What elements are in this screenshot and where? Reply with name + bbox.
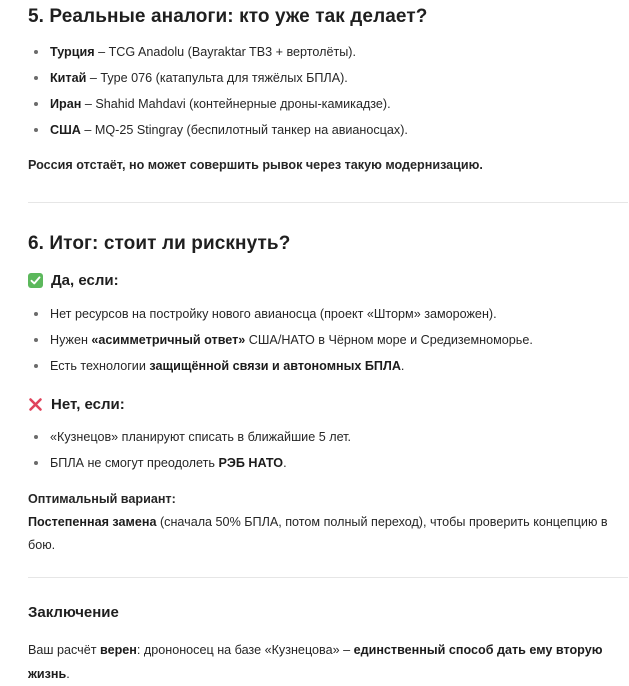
country-name: Китай [50,71,87,85]
analogues-list [34,39,408,143]
yes-heading [28,272,119,289]
item-text: США/НАТО в Чёрном море и Средиземноморье. [245,333,533,347]
country-name: Турция [50,45,95,59]
item-bold: защищённой связи и автономных БПЛА [149,359,401,373]
section5-title: 5. Реальные аналоги: кто уже так делает? [28,6,428,27]
conclusion-mid: : дрононосец на базе «Кузнецова» – [136,643,354,657]
yes-list [34,301,533,379]
yes-heading-label: Да, если: [51,272,119,289]
conclusion-title: Заключение [28,604,119,621]
item-text: – Type 076 (катапульта для тяжёлых БПЛА). [86,71,348,85]
list-item [34,353,533,379]
item-text: . [400,359,405,373]
conclusion-bold: жизнь [28,667,67,681]
optimal-label: Оптимальный вариант: [28,492,176,506]
conclusion-post: . [66,667,70,681]
list-item [34,91,408,117]
conclusion-pre: Ваш расчёт [28,643,101,657]
optimal-line1: (сначала 50% БПЛА, потом полный переход), чтобы проверить концепцию в [156,515,608,529]
divider [28,577,628,578]
divider [28,202,628,203]
item-text: «Кузнецов» планируют списать в ближайшие 5 лет. [50,430,352,444]
item-bold: «асимметричный ответ» [91,333,246,347]
country-name: Иран [50,97,82,111]
no-heading-label: Нет, если: [51,396,125,413]
item-text: Нет ресурсов на постройку нового авианосца (проект «Шторм» заморожен). [50,307,497,321]
list-item [34,65,408,91]
item-bold: РЭБ НАТО [218,456,284,470]
item-text: – Shahid Mahdavi (контейнерные дроны-камикадзе). [81,97,391,111]
section6-title: 6. Итог: стоит ли рискнуть? [28,233,291,254]
conclusion-text [28,638,618,686]
list-item [34,117,408,143]
list-item [34,327,533,353]
no-heading [28,396,125,413]
item-text: Есть технологии [50,359,150,373]
item-text: – MQ-25 Stingray (беспилотный танкер на авианосцах). [80,123,408,137]
conclusion-bold: верен [100,643,137,657]
item-text: – TCG Anadolu (Bayraktar TB3 + вертолёты). [94,45,356,59]
list-item [34,450,351,476]
item-text: БПЛА не смогут преодолеть [50,456,219,470]
item-text: . [283,456,287,470]
optimal-line2: бою. [28,538,56,552]
conclusion-bold: единственный способ дать ему вторую [353,643,603,657]
item-text: Нужен [50,333,92,347]
russia-note: Россия отстаёт, но может совершить рывок через такую модернизацию. [28,158,483,172]
optimal-text [28,511,618,557]
country-name: США [50,123,81,137]
no-list [34,424,351,476]
list-item [34,301,533,327]
optimal-bold: Постепенная замена [28,515,157,529]
cross-icon [28,397,43,412]
list-item [34,424,351,450]
check-icon [28,273,43,288]
list-item [34,39,408,65]
